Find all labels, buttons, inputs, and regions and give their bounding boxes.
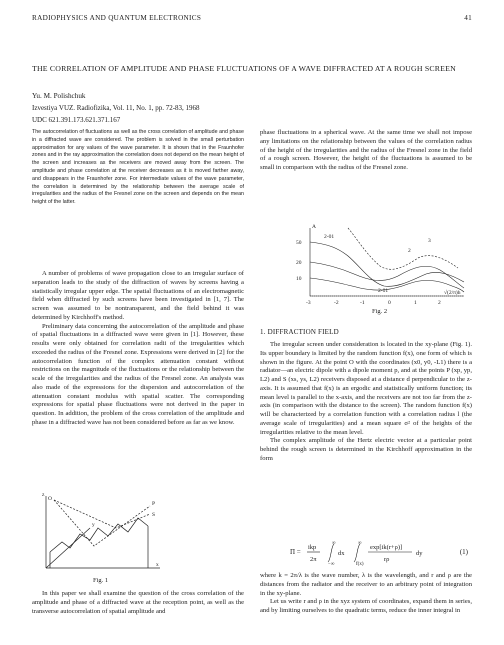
equation-number: (1): [459, 548, 468, 556]
dx: dx: [338, 550, 345, 557]
right-column-text-bottom: [260, 572, 472, 616]
tick-label: 2: [438, 300, 441, 306]
tick-label: 1: [414, 300, 417, 306]
y-label: y: [92, 522, 95, 528]
body-paragraph: Preliminary data concerning the autocorrelation of the amplitude and phase of spatial fluctuations in a diffracted wave were given in [1]. However, these results were only obtained for correlation radii of the irregularities which exceeded the radius of the Fresnel zone. Expressions were derived in [2] for the autocorrelation function of the complex attenuation constant without restrictions on the magnitude of the fluctuations or the relationship between the scale of the irregularities and the radius of the Fresnel zone. An analysis was also made of the expressions for the dispersion and autocorrelation of the attenuation constant modulus with spatial scatter. The corresponding expressions for spatial phase fluctuations were not derived in the paper in question. In addition, the problem of the cross correlation of the amplitude and phase in a diffracted wave has not been considered before as far as we know.: [32, 322, 244, 426]
running-header: [32, 14, 472, 22]
right-column-text: [260, 341, 472, 464]
dy: dy: [416, 550, 423, 557]
body-paragraph: In this paper we shall examine the question of the cross correlation of the amplitude and phase of a diffracted wave at the reception point, as well as the transverse autocorrelation of spatial amplitude and: [32, 590, 244, 615]
article-author: Yu. M. Polishchuk: [32, 92, 86, 100]
left-column-text-bottom: [32, 590, 244, 616]
section-heading: 1. DIFFRACTION FIELD: [260, 328, 339, 336]
body-paragraph: Let us write r and ρ in the xyz system of coordinates, expand them in series, and by limiting ourselves to the quadratic terms, reduce the inner integral in: [260, 598, 472, 614]
tick-label: -3: [306, 300, 311, 306]
body-paragraph: where k = 2π/λ is the wave number, λ is the wavelength, and r and ρ are the distances from the radiator and the receiver to an arbitrary point of integration in the xy-plane.: [260, 572, 472, 597]
figure-1-diagram: [32, 488, 164, 574]
equation-body: [304, 540, 444, 566]
page-number: 41: [464, 14, 472, 22]
prefactor-num: ikp: [308, 544, 317, 551]
udc-code: UDC 621.391.173.621.371.167: [32, 116, 121, 124]
rough-screen-edge: [50, 518, 148, 552]
tick-label: -2: [334, 300, 339, 306]
tick-label: 10: [296, 276, 302, 282]
journal-name: RADIOPHYSICS AND QUANTUM ELECTRONICS: [32, 14, 202, 22]
plot-x-label: √(2/π)h: [444, 290, 461, 296]
integrand-num: exp[ik(r+ρ)]: [370, 544, 403, 551]
ray-paths-2: [54, 500, 150, 528]
figure-2-plot: [288, 222, 468, 306]
curve-2: [310, 262, 464, 288]
ray-paths: [54, 500, 150, 546]
y-axis-line: [46, 528, 90, 568]
int-upper: ∞: [332, 541, 336, 546]
curve-label: 2: [408, 248, 411, 254]
article-title: THE CORRELATION OF AMPLITUDE AND PHASE FLUCTUATIONS OF A WAVE DIFFRACTED AT A ROUGH SCREEN: [32, 64, 456, 73]
integrand-den: rρ: [384, 556, 390, 563]
curve-label: 3: [428, 238, 431, 244]
plot-y-label: A: [312, 224, 316, 230]
x-label: x: [156, 562, 159, 568]
curve-label: 2-01: [324, 234, 335, 240]
p-label: P: [152, 501, 156, 507]
figure-2-caption: Fig. 2: [372, 308, 388, 315]
integral-sign: [328, 544, 334, 562]
s-label: S: [152, 512, 156, 518]
screen-sides: [50, 526, 148, 568]
left-column-text: [32, 270, 244, 428]
equation-1: [260, 540, 472, 566]
journal-reference: Izvestiya VUZ. Radiofizika, Vol. 11, No. 1, pp. 72-83, 1968: [32, 104, 200, 112]
equation-lhs: Π =: [290, 548, 301, 556]
tick-label: 20: [296, 260, 302, 266]
abstract: The autocorrelation of fluctuations as well as the cross correlation of amplitude and phase in a diffracted wave are considered. The problem is solved in the small perturbation approximation for any values of the wave parameter. It is shown that in the Fraunhofer zones and in the ray approximation the correlation does not depend on the mean height of the screen and increases as the receivers are moved away from the screen. The amplitude and phase correlation at the receiver decreases as it is moved farther away, and disappears in the Fraunhofer zone. For intermediate values of the wave parameter, the correlation is determined by the relationship between the average scale of irregularities and the radius of the Fresnel zone on the screen and depends on the mean height of the latter.: [32, 129, 244, 206]
int2-lower: f(x): [356, 562, 364, 566]
tick-label: 0: [388, 300, 391, 306]
figure-1-caption: Fig. 1: [93, 577, 109, 584]
int2-upper: ∞: [358, 541, 362, 546]
curve-label: 2-01: [378, 288, 389, 294]
tick-label: 50: [296, 240, 302, 246]
body-paragraph: phase fluctuations in a spherical wave. At the same time we shall not impose any limitations on the relationship between the values of the correlation radius of the height of the irregularities and the radius of the Fresnel zone in the field of a rough screen. However, the height of the fluctuations is assumed to be small in comparison with the radius of the Fresnel zone.: [260, 129, 472, 171]
prefactor-den: 2π: [310, 556, 317, 563]
o-label: O: [48, 496, 52, 502]
tick-label: -1: [360, 300, 365, 306]
integral-sign-2: [354, 544, 360, 562]
right-column-text-top: [260, 129, 472, 173]
curve-4: [348, 228, 458, 269]
z-label: z: [42, 492, 45, 498]
body-paragraph: The complex amplitude of the Hertz electric vector at a particular point behind the rough screen is determined in the Kirchhoff approximation in the form: [260, 437, 472, 462]
body-paragraph: The irregular screen under consideration is located in the xy-plane (Fig. 1). Its upper boundary is limited by the random function f(x), one form of which is shown in the figure. At the point O with the coordinates (x0, y0, -L1) there is a radiator—an electric dipole with a dipole moment p, and at the points P (xp, yp, L2) and S (xs, ys, L2) receivers disposed at a distance d perpendicular to the z-axis. It is assumed that f(x) is an ergodic and statistically uniform function; its mean level is parallel to the x-axis, and the receivers are not too far from the z-axis (in comparison with the distance to the screen). The random function f(x) will be characterized by a correlation function with a correlation radius l (the average scale of irregularities) and a mean square σ² of the heights of the irregularities relative to the mean level.: [260, 341, 472, 436]
body-paragraph: A number of problems of wave propagation close to an irregular surface of separation leads to the study of the diffraction of waves by screens having a statistically irregular upper edge. The spatial fluctuations of an electromagnetic field when diffracted by such screens have been investigated in [1, 7]. The screen was assumed to be nontransparent, and the field behind it was determined by Kirchhoff's method.: [32, 270, 244, 321]
int-lower: −∞: [328, 562, 335, 566]
